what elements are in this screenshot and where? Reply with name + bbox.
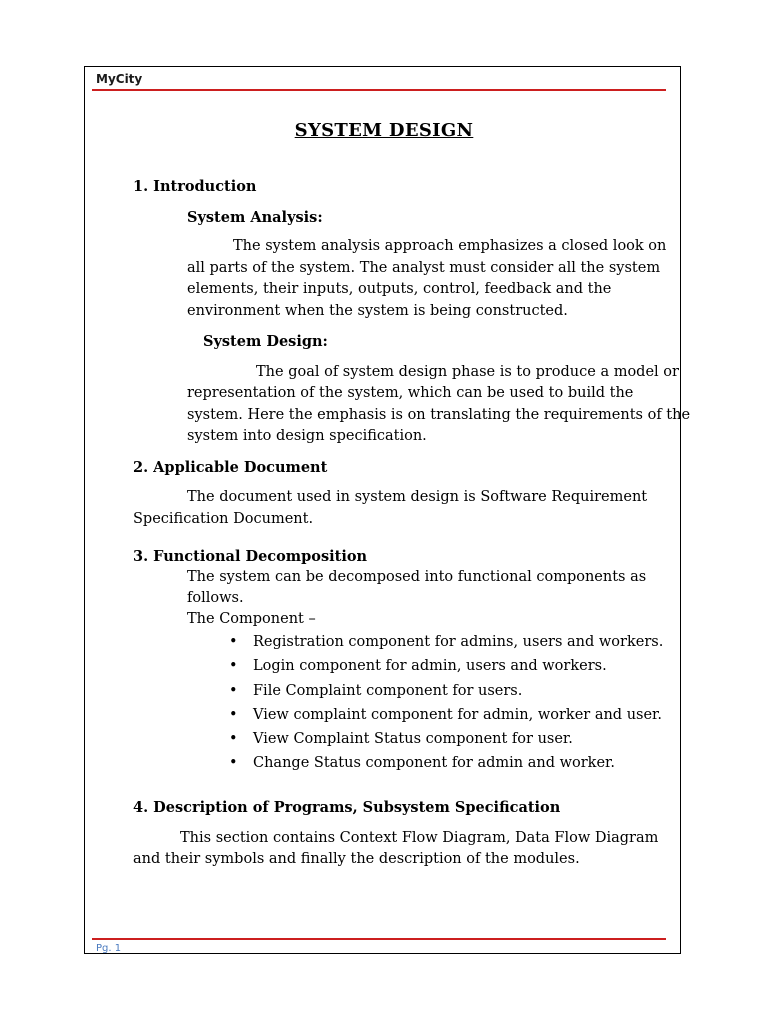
- footer-rule: [92, 938, 666, 940]
- section-3-heading: 3. Functional Decomposition: [133, 548, 368, 565]
- design-line-1: The goal of system design phase is to produce a model or: [256, 364, 679, 380]
- bullet-icon: •: [229, 755, 238, 772]
- section-3-line-1: The system can be decomposed into functional components as: [187, 569, 647, 585]
- section-2-line-1: The document used in system design is Software Requirement: [187, 489, 648, 505]
- page-number: Pg. 1: [96, 943, 122, 954]
- page-title: SYSTEM DESIGN: [294, 120, 474, 141]
- header-rule: [92, 89, 666, 91]
- analysis-line-1: The system analysis approach emphasizes a closed look on: [233, 238, 667, 254]
- list-item: [227, 751, 663, 775]
- system-design-heading: System Design:: [203, 333, 328, 350]
- bullet-icon: •: [229, 731, 238, 748]
- section-3-line-2: follows.: [187, 590, 244, 606]
- analysis-line-2: all parts of the system. The analyst must consider all the system: [187, 260, 661, 276]
- header-brand: MyCity: [96, 72, 143, 86]
- list-item-label: Registration component for admins, users and workers.: [253, 634, 664, 650]
- analysis-line-4: environment when the system is being constructed.: [187, 303, 568, 319]
- section-4-heading: 4. Description of Programs, Subsystem Specification: [133, 799, 561, 816]
- section-3-line-3: The Component –: [187, 611, 316, 627]
- section-2-heading: 2. Applicable Document: [133, 459, 328, 476]
- bullet-icon: •: [229, 682, 238, 699]
- bullet-icon: •: [229, 706, 238, 723]
- list-item: [227, 654, 663, 678]
- section-2-line-2: Specification Document.: [133, 511, 314, 527]
- design-line-3: system. Here the emphasis is on translating the requirements of the: [187, 407, 691, 423]
- list-item-label: View complaint component for admin, worker and user.: [253, 706, 663, 723]
- list-item: [227, 703, 663, 727]
- component-list: [227, 630, 663, 776]
- bullet-icon: •: [229, 658, 238, 675]
- system-analysis-heading: System Analysis:: [187, 209, 323, 226]
- design-line-2: representation of the system, which can be used to build the: [187, 385, 634, 401]
- section-4-line-1: This section contains Context Flow Diagram, Data Flow Diagram: [180, 830, 659, 846]
- list-item: [227, 679, 663, 703]
- section-4-line-2: and their symbols and finally the description of the modules.: [133, 851, 580, 867]
- bullet-icon: •: [229, 634, 238, 650]
- list-item-label: View Complaint Status component for user.: [253, 731, 573, 748]
- list-item: [227, 727, 663, 751]
- design-line-4: system into design specification.: [187, 428, 427, 444]
- list-item-label: Login component for admin, users and workers.: [253, 658, 607, 675]
- list-item-label: File Complaint component for users.: [253, 682, 523, 699]
- list-item-label: Change Status component for admin and worker.: [253, 755, 615, 772]
- list-item: [227, 630, 663, 654]
- section-1-heading: 1. Introduction: [133, 178, 257, 195]
- analysis-line-3: elements, their inputs, outputs, control, feedback and the: [187, 281, 612, 297]
